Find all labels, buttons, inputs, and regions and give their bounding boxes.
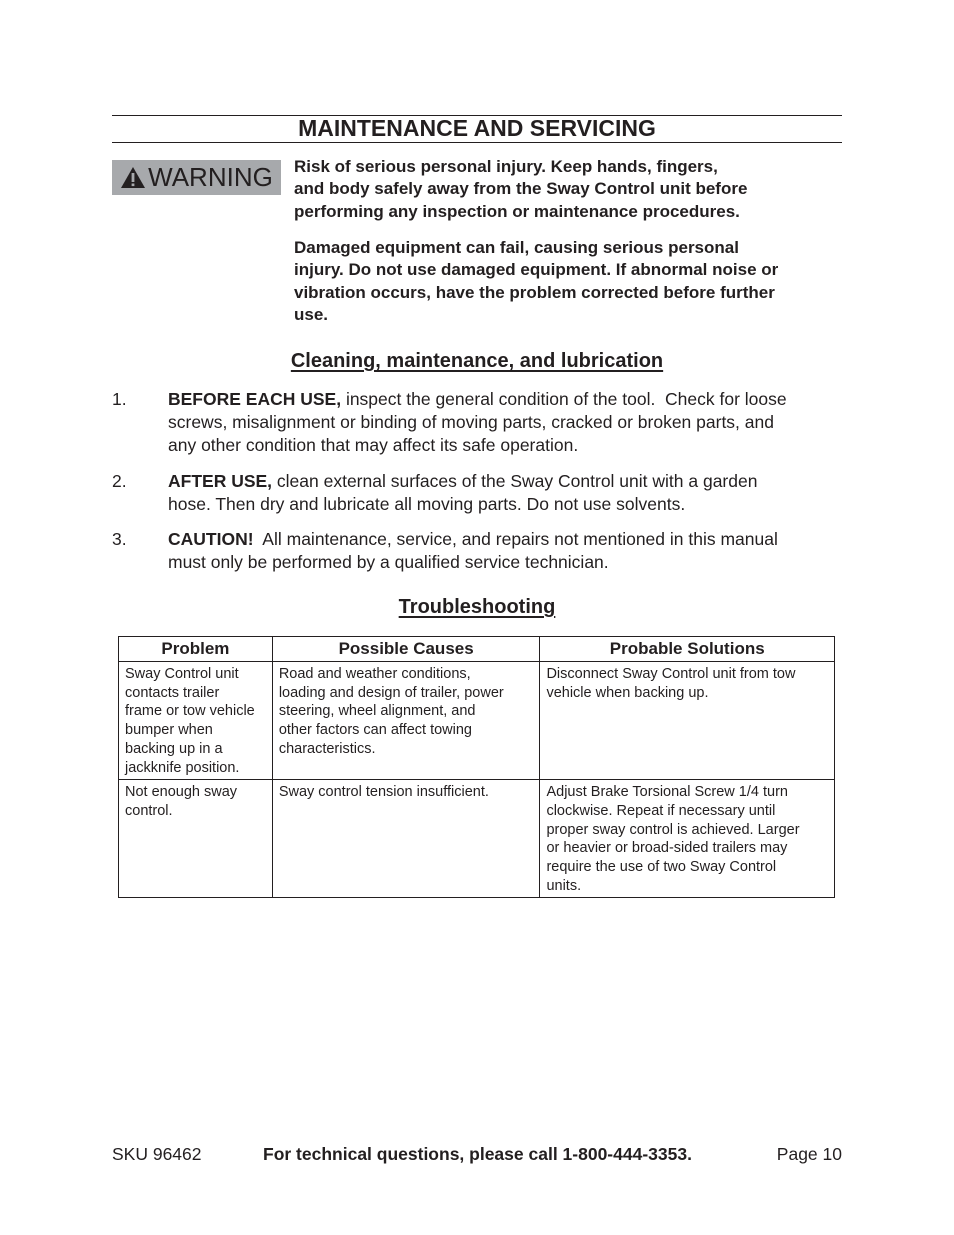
list-item-text: clean external surfaces of the Sway Control unit with a garden xyxy=(272,471,758,491)
list-item-number: 3. xyxy=(112,529,127,549)
list-item-text: any other condition that may affect its safe operation. xyxy=(168,435,579,455)
cell-line: other factors can affect towing xyxy=(278,722,472,739)
list-item-text: All maintenance, service, and repairs not mentioned in this manual xyxy=(253,529,778,549)
cell-line: frame or tow vehicle xyxy=(125,703,255,720)
table-cell xyxy=(540,780,835,898)
cell-line: jackknife position. xyxy=(125,759,240,776)
column-header-solutions: Probable Solutions xyxy=(540,637,835,662)
cell-line: backing up in a xyxy=(125,740,223,757)
warning-line: Risk of serious personal injury. Keep hands, fingers, xyxy=(294,157,718,176)
table-row xyxy=(119,780,835,898)
list-item-text: hose. Then dry and lubricate all moving parts. Do not use solvents. xyxy=(168,494,686,514)
cell-line: contacts trailer xyxy=(125,684,220,701)
cell-line: bumper when xyxy=(125,722,213,739)
cell-line: characteristics. xyxy=(278,740,376,757)
footer-sku: SKU 96462 xyxy=(112,1144,202,1164)
cell-line: units. xyxy=(546,877,582,894)
list-item-text: inspect the general condition of the tool. Check for loose xyxy=(341,389,787,409)
table-header-row xyxy=(119,637,835,662)
table-cell xyxy=(272,662,540,780)
warning-triangle-icon xyxy=(120,166,146,189)
cell-line: proper sway control is achieved. Larger xyxy=(546,821,800,838)
table-cell xyxy=(272,780,540,898)
warning-line: and body safely away from the Sway Control unit before xyxy=(294,179,748,199)
warning-line: performing any inspection or maintenance procedures. xyxy=(294,201,740,221)
warning-paragraph xyxy=(294,237,844,327)
cell-line: Not enough sway xyxy=(125,784,238,801)
warning-line: injury. Do not use damaged equipment. If abnormal noise or xyxy=(294,260,779,280)
cell-line: Disconnect Sway Control unit from tow xyxy=(546,666,796,682)
list-item xyxy=(168,388,840,457)
table-cell xyxy=(540,662,835,780)
list-item-text: screws, misalignment or binding of moving parts, cracked or broken parts, and xyxy=(168,412,774,432)
list-item-number: 2. xyxy=(112,471,127,491)
list-item-lead: BEFORE EACH USE, xyxy=(168,389,342,409)
list-item-lead: AFTER USE, xyxy=(168,471,273,491)
list-item xyxy=(168,528,840,574)
table-cell xyxy=(119,662,273,780)
footer-page-number: Page 10 xyxy=(776,1144,842,1164)
list-item xyxy=(168,470,840,516)
list-item-number: 1. xyxy=(112,389,127,409)
cell-line: Adjust Brake Torsional Screw 1/4 turn xyxy=(546,784,788,801)
troubleshooting-table xyxy=(118,636,835,898)
cell-line: Sway control tension insufficient. xyxy=(278,784,489,801)
warning-badge xyxy=(112,160,281,195)
cell-line: loading and design of trailer, power xyxy=(278,684,504,701)
list-item-lead: CAUTION! xyxy=(168,529,254,549)
table-row xyxy=(119,662,835,780)
warning-line: use. xyxy=(294,305,329,325)
cell-line: clockwise. Repeat if necessary until xyxy=(546,802,776,819)
troubleshooting-heading: Troubleshooting xyxy=(398,596,556,618)
warning-line: vibration occurs, have the problem corrected before further xyxy=(294,282,775,302)
warning-paragraph xyxy=(294,156,844,223)
cell-line: require the use of two Sway Control xyxy=(546,859,777,876)
cell-line: control. xyxy=(125,802,173,819)
column-header-problem: Problem xyxy=(119,637,273,662)
table-cell xyxy=(119,780,273,898)
cleaning-heading: Cleaning, maintenance, and lubrication xyxy=(290,350,664,372)
footer-contact: For technical questions, please call 1-800-444-3353. xyxy=(263,1144,692,1164)
page-title: MAINTENANCE AND SERVICING xyxy=(112,115,842,143)
warning-line: Damaged equipment can fail, causing serious personal xyxy=(294,238,739,257)
cell-line: Road and weather conditions, xyxy=(278,666,471,682)
cell-line: Sway Control unit xyxy=(125,666,239,682)
cell-line: steering, wheel alignment, and xyxy=(278,703,476,720)
cell-line: vehicle when backing up. xyxy=(546,684,709,701)
cell-line: or heavier or broad-sided trailers may xyxy=(546,840,788,857)
list-item-text: must only be performed by a qualified service technician. xyxy=(168,552,609,572)
column-header-causes: Possible Causes xyxy=(272,637,540,662)
warning-label: WARNING xyxy=(148,162,273,192)
